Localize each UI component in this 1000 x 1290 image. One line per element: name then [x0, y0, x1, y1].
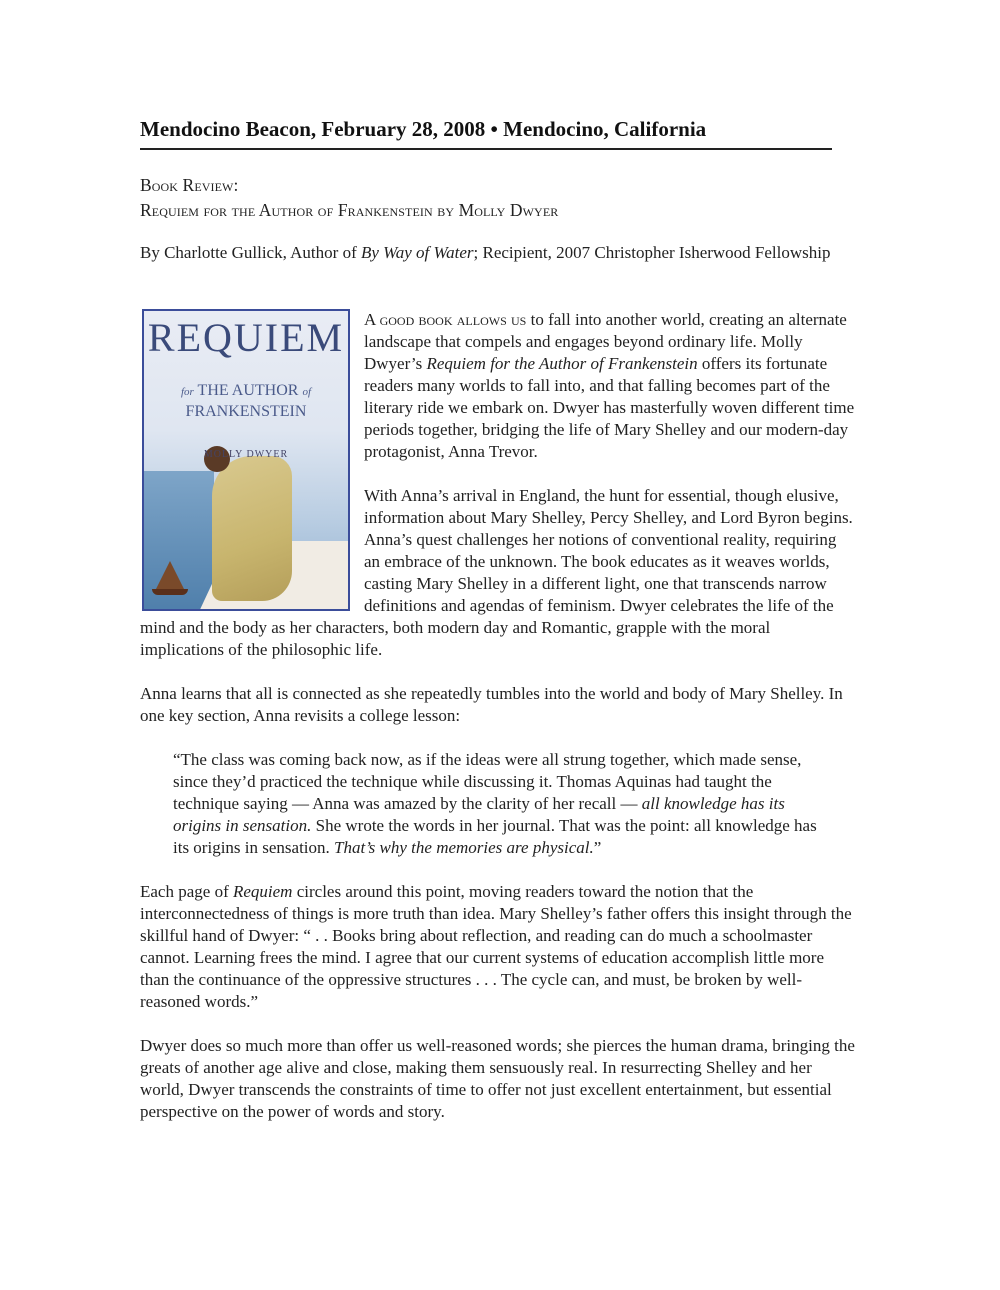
cover-sub-for: for — [180, 386, 194, 398]
cover-ship-hull — [152, 589, 188, 595]
paragraph-1-text-b: offers its fortunate readers many worlds to fall into, and that falling becomes part of the literary ride we embark on. Dwyer has masterfully woven different time periods together, bridging the life of Mary Shelley and our modern-day protagonist, Anna Trevor. — [364, 354, 855, 461]
headline — [140, 173, 840, 223]
cover-subtitle — [144, 381, 348, 422]
paragraph-1-lead: A good book allows us — [364, 310, 527, 329]
paragraph-4-text-b: circles around this point, moving readers toward the notion that the interconnectedness of things is more truth than idea. Mary Shelley’s father offers this insight through the skillful hand of Dwyer: “ . . Books bring about reflection, and reading can do much a schoolmaster cannot. Learning frees the mind. I agree that our current systems of education accomplish little more than the continuance of the oppressive structures . . . The cycle can, and must, be broken by well-reasoned words.” — [140, 882, 852, 1011]
paragraph-2: With Anna’s arrival in England, the hunt for essential, though elusive, information about Mary Shelley, Percy Shelley, and Lord Byron begins. Anna’s quest challenges her notions of conventional reality, requiring an embrace of the unknown. The book educates as it weaves worlds, casting Mary Shelley in a different light, one that transcends narrow definitions and agendas of feminism. Dwyer celebrates the life of the mind and the body as her characters, both modern day and Romantic, grapple with the moral implications of the philosophic life. — [140, 486, 853, 659]
cover-sub-the-author: THE AUTHOR — [197, 382, 299, 399]
article-body — [140, 309, 855, 1145]
block-quote — [173, 749, 833, 859]
headline-label: Book Review: — [140, 175, 239, 195]
quote-italic-a: all knowledge has its origins in sensation. — [173, 794, 785, 835]
cover-sub-of: of — [302, 386, 311, 398]
quote-text-a: “The class was coming back now, as if the ideas were all strung together, which made sense, since they’d practiced the technique while discussing it. Thomas Aquinas had taught the technique saying — Anna was amazed by the clarity of her recall — — [173, 750, 802, 813]
paragraph-4-text-a: Each page of — [140, 882, 233, 901]
paragraph-5: Dwyer does so much more than offer us well-reasoned words; she pierces the human drama, bringing the greats of another age alive and close, making them sensuously real. In resurrecting Shelley and her world, Dwyer transcends the constraints of time to offer not just excellent entertainment, but essential perspective on the power of words and story. — [140, 1036, 855, 1121]
paragraph-4-title: Requiem — [232, 882, 293, 901]
paragraph-3: Anna learns that all is connected as she repeatedly tumbles into the world and body of Mary Shelley. In one key section, Anna revisits a college lesson: — [140, 684, 843, 725]
byline — [140, 242, 840, 264]
byline-prefix: By Charlotte Gullick, Author of — [140, 243, 361, 262]
quote-text-c: ” — [593, 838, 602, 857]
paragraph-1-text-a: to fall into another world, creating an alternate landscape that compels and engages beyond ordinary life. Molly Dwyer’s — [364, 310, 847, 373]
cover-figure — [212, 456, 292, 601]
byline-suffix: ; Recipient, 2007 Christopher Isherwood Fellowship — [473, 243, 831, 262]
quote-text-b: She wrote the words in her journal. That was the point: all knowledge has its origins in sensation. — [173, 816, 817, 857]
book-cover-image — [142, 309, 350, 611]
byline-book-title: By Way of Water — [360, 243, 474, 262]
headline-title: Requiem for the Author of Frankenstein by Molly Dwyer — [140, 200, 559, 220]
cover-ship-sail — [156, 561, 184, 589]
quote-italic-b: That’s why the memories are physical. — [334, 838, 594, 857]
paragraph-4 — [140, 881, 855, 1013]
masthead: Mendocino Beacon, February 28, 2008 • Mendocino, California — [140, 117, 832, 150]
cover-sub-frankenstein: FRANKENSTEIN — [185, 403, 307, 420]
paragraph-1-book-title: Requiem for the Author of Frankenstein — [426, 354, 698, 373]
cover-title: REQUIEM — [147, 315, 345, 360]
cover-author: MOLLY DWYER — [203, 449, 289, 460]
